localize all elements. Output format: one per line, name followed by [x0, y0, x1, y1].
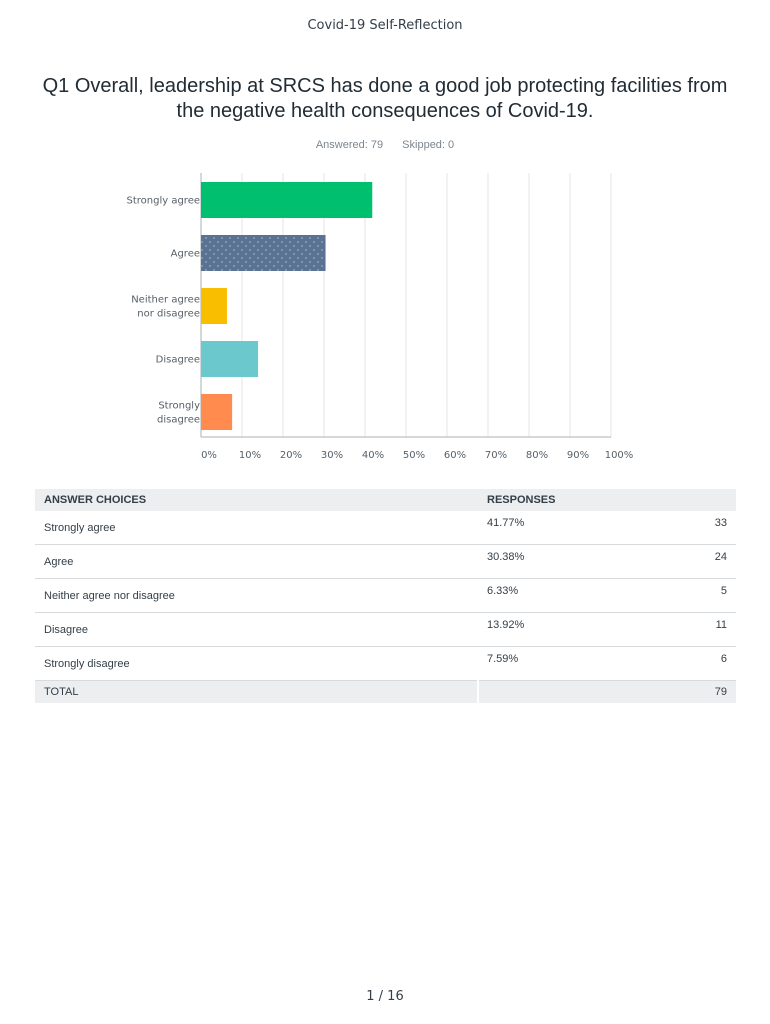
chart-x-ticks — [201, 450, 633, 461]
page-number: 1 / 16 — [366, 989, 404, 1004]
chart-bars — [201, 182, 372, 430]
x-tick-label: 70% — [484, 450, 508, 461]
table-row — [35, 545, 736, 579]
table-row — [35, 647, 736, 681]
chart-category-labels — [126, 196, 200, 426]
total-row — [35, 681, 736, 704]
percent-cell: 13.92% — [478, 613, 645, 647]
count-cell: 5 — [645, 579, 736, 613]
category-label: Agree — [170, 248, 200, 260]
x-tick-label: 60% — [443, 450, 467, 461]
x-tick-label: 90% — [566, 450, 590, 461]
category-label: Strongly agree — [126, 195, 200, 207]
answered-count: Answered: 79 — [315, 139, 384, 151]
answer-choices-header: ANSWER CHOICES — [35, 489, 478, 511]
x-tick-label: 50% — [402, 450, 426, 461]
count-cell: 6 — [645, 647, 736, 681]
bar-disagree — [201, 341, 258, 377]
bar-chart — [0, 160, 770, 470]
bar-neither-agree-nor-disagree — [201, 288, 227, 324]
total-count: 79 — [478, 681, 736, 704]
document-title: Covid-19 Self-Reflection — [307, 18, 463, 33]
bar-strongly-disagree — [201, 394, 232, 430]
table-header-row — [35, 489, 736, 511]
percent-cell: 30.38% — [478, 545, 645, 579]
x-tick-label: 80% — [525, 450, 549, 461]
results-table — [35, 489, 736, 703]
category-label: Disagree — [155, 354, 200, 366]
choice-cell: Disagree — [35, 613, 478, 647]
table-row — [35, 579, 736, 613]
percent-cell: 41.77% — [478, 511, 645, 545]
x-tick-label: 100% — [604, 450, 634, 461]
bar-agree — [201, 235, 326, 271]
bar-strongly-agree — [201, 182, 372, 218]
choice-cell: Agree — [35, 545, 478, 579]
x-tick-label: 30% — [320, 450, 344, 461]
responses-header: RESPONSES — [478, 489, 736, 511]
count-cell: 11 — [645, 613, 736, 647]
x-tick-label: 0% — [201, 450, 217, 461]
percent-cell: 6.33% — [478, 579, 645, 613]
table-row — [35, 613, 736, 647]
choice-cell: Strongly agree — [35, 511, 478, 545]
percent-cell: 7.59% — [478, 647, 645, 681]
total-label: TOTAL — [35, 681, 478, 704]
x-tick-label: 10% — [238, 450, 262, 461]
question-title: Q1 Overall, leadership at SRCS has done a good job protecting facilities from the negative health consequences of Covid-19. — [42, 75, 728, 122]
response-summary — [0, 139, 770, 151]
category-label: Neither agree nor disagree — [131, 294, 200, 320]
skipped-count: Skipped: 0 — [402, 139, 455, 151]
choice-cell: Neither agree nor disagree — [35, 579, 478, 613]
category-label: Strongly disagree — [156, 400, 200, 426]
count-cell: 24 — [645, 545, 736, 579]
x-tick-label: 40% — [361, 450, 385, 461]
table-row — [35, 511, 736, 545]
count-cell: 33 — [645, 511, 736, 545]
x-tick-label: 20% — [279, 450, 303, 461]
choice-cell: Strongly disagree — [35, 647, 478, 681]
